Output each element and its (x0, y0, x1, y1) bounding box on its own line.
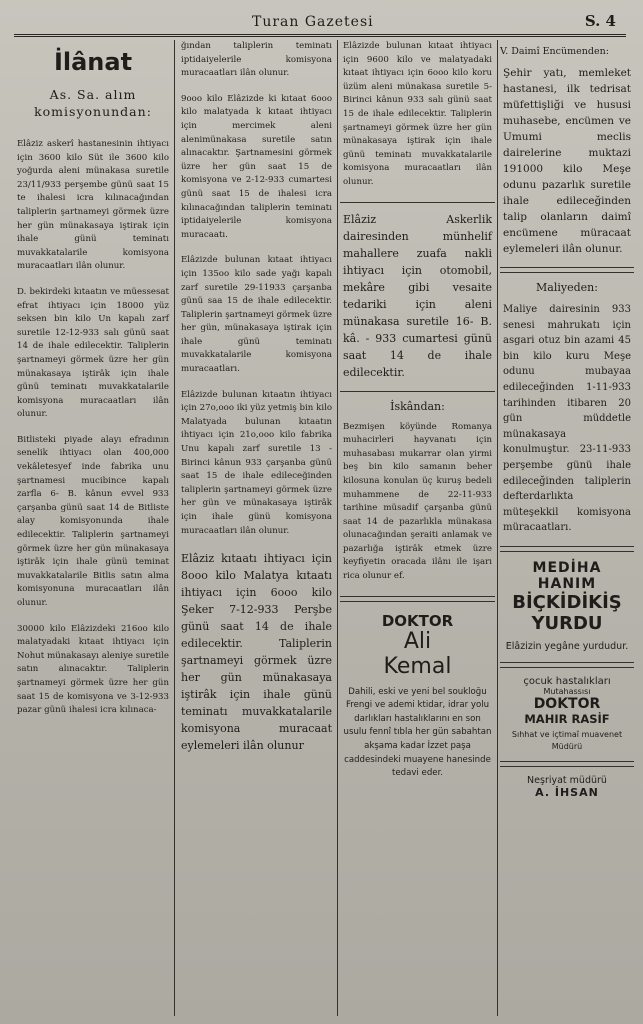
ad-name: MEDİHA (532, 559, 602, 576)
daimi-encumen-heading: V. Daimî Encümenden: (500, 46, 609, 57)
divider (340, 391, 495, 392)
double-divider (340, 596, 495, 602)
ad-specialty: çocuk hastalıkları (523, 675, 611, 687)
double-divider (500, 267, 634, 273)
ad-position: Sıhhat ve içtimaî muavenet Müdürü (511, 729, 623, 751)
column-3 (340, 40, 495, 1016)
column-2 (178, 40, 335, 1016)
ad-tagline: Elâzizin yegâne yurdudur. (505, 640, 629, 652)
notice-paragraph: Elâzizde bulunan kıtaat ihtiyacı için 135oo kilo sade yağı kapalı zarf suretile 29-11933 çarşanba günü saa 15 de ihale edilecektir. Taliplerin şartnameyi görmek üzre her gün, münakasaya iştirak için ihale günü teminatı muvakkatalarile komisyona muracaatları. (181, 255, 332, 375)
notice-paragraph: Bezmişen köyünde Romanya muhacirleri hayvanatı için muhasabası mukarrar olan yirmi beş bin kilo samanın beher kilosuna konulan üç kuruş bedeli muhammene de 22-11-933 tarihine müsadif çarşanba günü saat 14 de pazarlıkla münakasa olunacağından şeraiti anlamak ve pazarlığa iştirâk etmek üzre keyfiyetin oracada ilânı ile işarı rica olunur ef. (343, 421, 492, 582)
notice-paragraph-large: Elâziz kıtaatı ihtiyacı için 8ooo kilo Malatya kıtaatı ihtiyacı için 6ooo kilo Şeker 7-12-933 Perşbe günü saat 14 de ihale edilecektir. Taliplerin şartnameyi görmek üzre her gün münakasaya iştirâk için ihale günü teminatı muvakkatalarile komisyona muracaat eylemeleri ilân olunur (181, 552, 332, 753)
column-divider (337, 40, 338, 1016)
page-header (14, 8, 626, 37)
ad-title: DOKTOR (533, 695, 601, 712)
double-divider (500, 662, 634, 668)
iskan-heading: İskândan: (390, 399, 445, 413)
doctor-ad (340, 612, 495, 781)
notice-paragraph: Elâzizde bulunan kıtaatın ihtiyacı için 27o,ooo iki yüz yetmiş bin kilo Malatyada bulunan kıtaatın ihtiyacı için 21o,ooo kilo fabrika Unu kapalı zarf suretile 13 - Birinci kânun 933 çarşanba günü saat 15 de ihale edileceğinden taliplerin şartnameyi görmek üzre her gün ve münakasaya iştirâk için ihale günü komisyona muracaatları ilân olunur. (181, 389, 332, 536)
pediatrician-ad (500, 676, 634, 753)
ad-headline: YURDU (531, 612, 603, 634)
newspaper-title: Turan Gazetesi (252, 14, 374, 30)
imprint-name: A. İHSAN (535, 785, 599, 799)
commission-subheading: As. Sa. alım komisyonundan: (34, 87, 152, 119)
page-number: S. 4 (584, 12, 616, 30)
notice-paragraph-large: Şehir yatı, memleket hastanesi, ilk tedrisat müfettişliği ve hususi muhasebe, encümen ve Umumi meclis dairelerine muktazi 191000 kilo Meşe odunu pazarlık suretile ihale edileceğinden talip olanların daimî encümene müracaat eylemeleri ilân olunur. (503, 67, 631, 255)
notice-paragraph: ğından taliplerin teminatı iptidaiyelerile komisyona muracaatları ilân olunur. (181, 41, 332, 79)
column-divider (174, 40, 175, 1016)
column-1 (14, 40, 172, 1016)
doctor-ad-name: Kemal (383, 653, 452, 679)
ad-specialty: Mutahassısı (543, 686, 591, 696)
notice-paragraph: Elâzizde bulunan kıtaat ihtiyacı için 9600 kilo ve malatyadaki kıtaat ihtiyacı için 6ooo kilo koru üzüm aleni münakasa suretile 5- Birinci kânun 933 salı günü saat 15 de ihale edilecektir. Taliplerin şartnameyi görmek üzre her gün münakasaya iştirak için ihale günü teminatı muvakkatalarile komisyona muracaatları ilân olunur. (343, 41, 492, 187)
ad-doctor-name: MAHIR RASİF (524, 711, 610, 726)
column-divider (497, 40, 498, 1016)
double-divider (500, 546, 634, 552)
sewing-school-ad (500, 560, 634, 654)
doctor-ad-title: DOKTOR (381, 611, 454, 630)
imprint-label: Neşriyat müdürü (527, 774, 607, 786)
divider (340, 202, 495, 203)
maliye-heading: Maliyeden: (536, 281, 598, 294)
ad-headline: BİÇKİDİKİŞ (512, 591, 622, 613)
notice-paragraph: Bitlisteki piyade alayı efradının senelik ihtiyacı olan 400,000 vekâletesyef inde fabrika unu şartnamesi mucibince kapalı zarfla 6- B. kânun evvel 933 çarşanba günü saat 14 de Bitliste alay komisyonunda ihale edilecektir. Taliplerin şartnameyi görmek üzre her gün münakasaya iştirâk için ihale günü teminat muvakkatalarile Bitlis satın alma komisyonuna muracaatları ilân olunur. (17, 434, 169, 608)
notice-paragraph: 9ooo kilo Elâzizde ki kıtaat 6ooo kilo malatyada k kıtaat ihtiyacı için mercimek aleni alenimünakasa suretile satın alınacaktır. Şartnamesini görmek üzre her gün saat 15 de komisyona ve 2-12-933 cumartesi günü saat 15 de ihalesi icra kılınacağından taliplerin teminatı iptidaiyelerile komisyona muracaatı. (181, 93, 332, 240)
double-divider (500, 761, 634, 767)
notice-paragraph: D. bekirdeki kıtaatın ve müessesat efrat ihtiyacı için 18000 yüz seksen bin kilo Un kapalı zarf suretile 12-12-933 salı günü saat 14 de ihale edilecektir. Taliplerin şartnameyi görmek üzre her gün münakasaya iştirâk için ihale günü teminatı muvakkatalarile komisyona muracaatları ilân olunur. (17, 286, 169, 420)
imprint (500, 775, 634, 799)
ad-name: HANIM (537, 575, 597, 592)
notice-paragraph: 30000 kilo Elâzizdeki 216oo kilo malatyadaki kıtaat ihtiyacı için Nohut münakasayı aleniye suretile satın alınacaktır. Taliplerin şartnameyi görmek üzre her gün saat 15 de komisyona ve 3-12-933 pazar günü ihalesi icra kılınaca- (17, 623, 169, 716)
column-4 (500, 40, 634, 1016)
notice-paragraph: Elâziz askerî hastanesinin ihtiyacı için 3600 kilo Süt ile 3600 kilo yoğurda aleni münakasa suretile 23/11/933 perşembe günü saat 15 te ihalesi icra kılınacağından taliplerin şartnameyi görmek üzre her gün münakasaya iştirak için ihale günü teminatı muvakkatalarile komisyona muracaatları ilân olunur. (17, 139, 169, 272)
ilanat-heading: İlânat (53, 48, 133, 76)
doctor-ad-name: Ali (403, 628, 432, 654)
notice-paragraph-large: Maliye dairesinin 933 senesi mahrukatı için asgari otuz bin azami 45 bin kilo kuru Meşe odunu mubayaa edileceğinden 1-11-933 tarihinden itibaren 20 gün müddetle münakasaya konulmuştur. 23-11-933 perşembe günü ihale edileceğinden taliplerin defterdarlıkta müteşekkil komisyona müracaatları. (503, 304, 631, 534)
doctor-ad-text: Dahili, eski ve yeni bel soukloğu Frengi ve ademi ktidar, idrar yolu darlıkları hastalıklarını en son usulu fennî tıbla her gün sabahtan akşama kadar İzzet paşa caddesindeki muayene hanesinde tedavi eder. (343, 686, 492, 779)
notice-paragraph-large: Elâziz Askerlik dairesinden münhelif mahallere zuafa nakli ihtiyacı için otomobil, mekâre gibi vesaite tedariki için aleni münakasa suretile 16- B. kâ. - 933 cumartesi günü saat 14 de ihale edilecektir. (343, 212, 492, 379)
